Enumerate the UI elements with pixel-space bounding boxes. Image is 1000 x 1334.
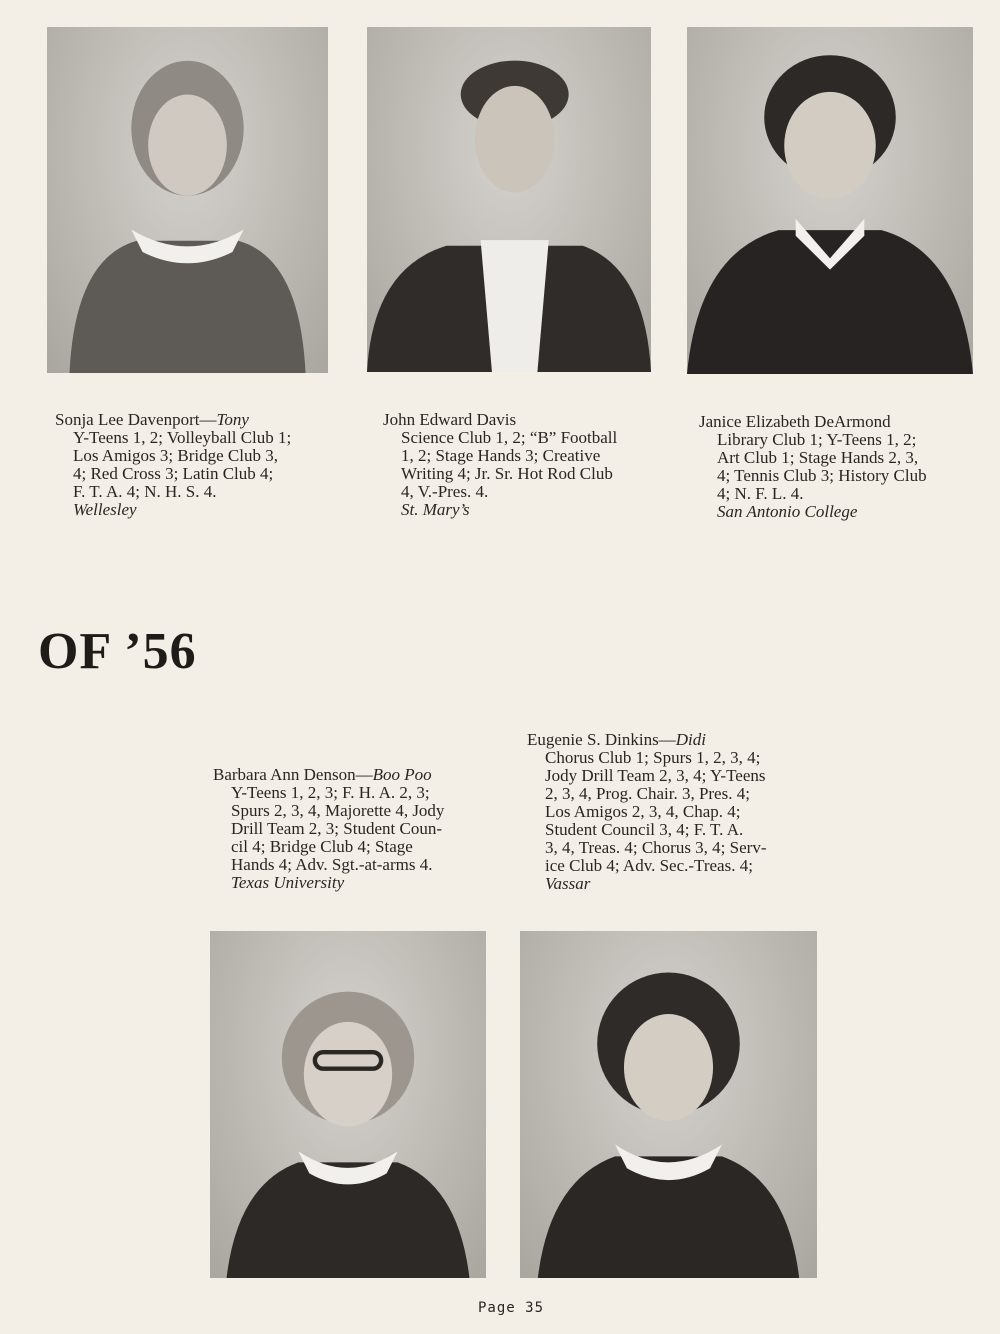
- portrait-photo-dearmond: [687, 27, 973, 374]
- portrait-photo-denson: [210, 931, 486, 1278]
- student-caption-denson: [213, 766, 444, 892]
- student-nickname: Boo Poo: [372, 765, 432, 784]
- student-college: Texas University: [231, 873, 345, 892]
- student-activities: Chorus Club 1; Spurs 1, 2, 3, 4; Jody Drill Team 2, 3, 4; Y-Teens 2, 3, 4, Prog. Chair. 3, Pres. 4; Los Amigos 2, 3, 4, Chap. 4; Student Council 3, 4; F. T. A. 3, 4, Treas. 4; Chorus 3, 4; Serv- ice Club 4; Adv. Sec.-Treas. 4;: [545, 748, 767, 875]
- student-activities: Library Club 1; Y-Teens 1, 2; Art Club 1; Stage Hands 2, 3, 4; Tennis Club 3; History Club 4; N. F. L. 4.: [717, 430, 927, 503]
- student-nickname: Tony: [216, 410, 249, 429]
- student-college: Wellesley: [73, 500, 137, 519]
- portrait-photo-davenport: [47, 27, 328, 373]
- student-caption-davenport: [55, 411, 291, 519]
- student-activities: Y-Teens 1, 2; Volleyball Club 1; Los Amigos 3; Bridge Club 3, 4; Red Cross 3; Latin Club 4; F. T. A. 4; N. H. S. 4.: [73, 428, 292, 501]
- portrait-photo-dinkins: [520, 931, 817, 1278]
- student-college: St. Mary’s: [401, 500, 470, 519]
- student-activities: Y-Teens 1, 2, 3; F. H. A. 2, 3; Spurs 2, 3, 4, Majorette 4, Jody Drill Team 2, 3; Student Coun- cil 4; Bridge Club 4; Stage Hands 4; Adv. Sgt.-at-arms 4.: [231, 783, 445, 874]
- student-college: San Antonio College: [717, 502, 858, 521]
- student-activities: Science Club 1, 2; “B” Football 1, 2; Stage Hands 3; Creative Writing 4; Jr. Sr. Hot Rod Club 4, V.-Pres. 4.: [401, 428, 618, 501]
- student-college: Vassar: [545, 874, 591, 893]
- student-caption-davis: [383, 411, 617, 519]
- student-name: Eugenie S. Dinkins—Didi: [527, 730, 706, 749]
- student-caption-dearmond: [699, 413, 927, 521]
- student-name: John Edward Davis: [383, 410, 517, 429]
- student-nickname: Didi: [675, 730, 706, 749]
- student-name: Janice Elizabeth DeArmond: [699, 412, 891, 431]
- student-name: Sonja Lee Davenport—Tony: [55, 410, 249, 429]
- student-caption-dinkins: [527, 731, 766, 893]
- portrait-photo-davis: [367, 27, 651, 372]
- class-year-title: OF ’56: [38, 623, 197, 680]
- student-name: Barbara Ann Denson—Boo Poo: [213, 765, 432, 784]
- page-number: Page 35: [478, 1300, 545, 1316]
